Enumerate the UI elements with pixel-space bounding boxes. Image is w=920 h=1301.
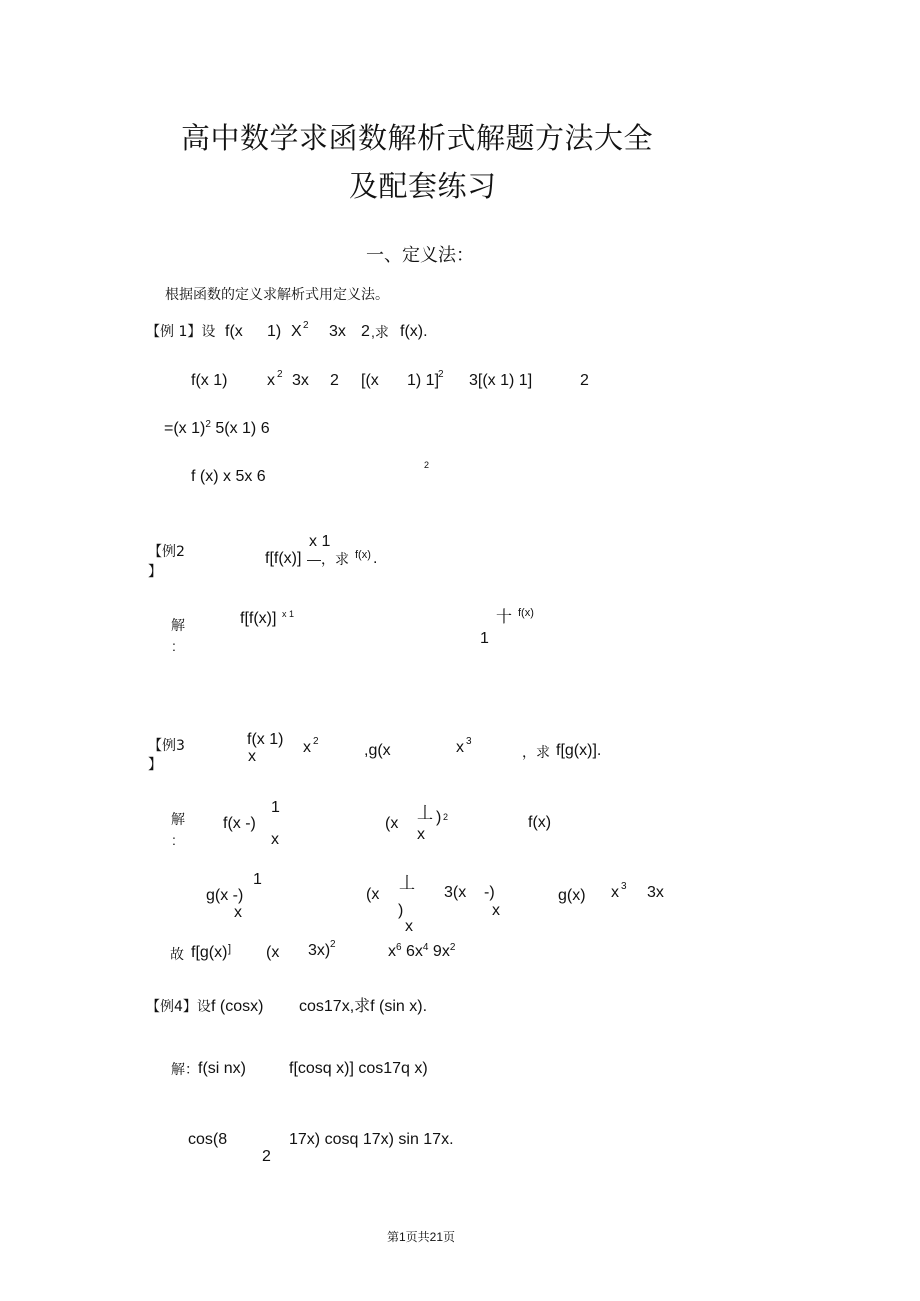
ex3-s3-f: $x^6$ $6x^4$ $9x^2$	[388, 942, 456, 960]
ex3-s2-e: -)	[484, 884, 495, 901]
ex3-s1-bar: 丄	[417, 805, 434, 822]
ex1-line1-f: 1) 1]	[407, 372, 440, 389]
ex1-q-a: f(x	[225, 323, 243, 340]
ex3-s2-denominator: x	[234, 904, 242, 921]
ex3-s1-b: (x	[385, 815, 399, 832]
ex1-line1-h: 2	[580, 372, 589, 389]
section-intro: 根据函数的定义求解析式用定义法。	[165, 286, 389, 302]
ex1-q-c-sup: 2	[303, 320, 309, 331]
ex2-s-b: 十	[496, 609, 513, 626]
ex3-s1-denominator: x	[271, 831, 279, 848]
ex3-s2-c: )	[398, 902, 404, 919]
ex1-line1-g: 3[(x 1) 1]	[469, 372, 533, 389]
ex1-line1-b: x	[267, 372, 275, 389]
ex3-s2-f: g(x)	[558, 887, 586, 904]
ex3-s1-denominator2: x	[417, 826, 425, 843]
ex3-s2-denominator3: x	[492, 902, 500, 919]
ex2-solution-label: 解	[171, 617, 185, 633]
ex3-s3-f-sup: 6	[396, 942, 402, 953]
ex3-s3-a: 故	[170, 946, 184, 962]
example4-label: 【例4】设	[146, 999, 211, 1015]
ex2-q-b: —，求	[307, 551, 349, 567]
example3-label-bracket: 】	[148, 757, 162, 773]
ex2-q-numerator: x 1	[309, 533, 331, 550]
section-heading: 一、定义法：	[366, 245, 474, 266]
ex3-s2-numerator: 1	[253, 871, 262, 888]
ex3-s1-d: f(x)	[528, 814, 552, 831]
ex3-q-numerator: f(x 1)	[247, 731, 284, 748]
ex3-q-f: f[g(x)].	[556, 742, 602, 759]
ex3-s3-b: f[g(x)	[191, 944, 228, 961]
ex2-s-a: f[f(x)]	[240, 610, 277, 627]
ex3-s2-g-sup: 3	[621, 881, 627, 892]
ex1-q-g: f(x).	[400, 323, 428, 340]
ex1-line1-c: 3x	[292, 372, 309, 389]
ex3-q-denominator: x	[248, 748, 256, 765]
ex2-s-c: 1	[480, 630, 489, 647]
ex3-q-b-sup: 2	[313, 736, 319, 747]
ex2-s-a-sup: x 1	[282, 609, 295, 619]
ex3-s3-e: 3x)	[308, 942, 331, 959]
ex3-s1-c-sup: 2	[443, 812, 449, 822]
example2-label-bracket: 】	[148, 564, 162, 580]
ex1-q-d: 3x	[329, 323, 346, 340]
ex1-q-f: ,求	[371, 324, 389, 340]
ex2-s-b-sup: f(x)	[518, 607, 534, 619]
ex3-q-c: ,g(x	[364, 742, 391, 759]
ex4-s1-c: f[cosq x)] cos17q x)	[289, 1060, 428, 1077]
ex1-line1-e: [(x	[361, 372, 379, 389]
ex2-q-a: f[f(x)]	[265, 550, 302, 567]
example3-label: 【例3	[148, 738, 185, 754]
ex1-line3: f (x) x 5x 6	[191, 468, 266, 485]
ex2-q-d: .	[373, 550, 378, 567]
example2-label: 【例2	[148, 544, 185, 560]
ex1-line1-a: f(x 1)	[191, 372, 228, 389]
page-number: 第1页共21页	[387, 1230, 456, 1244]
example1-label: 【例 1】设	[146, 324, 216, 340]
ex4-s2-c: 17x) cosq 17x) sin 17x.	[289, 1131, 454, 1148]
ex3-solution-colon: :	[172, 832, 176, 848]
ex3-s2-bar: 丄	[399, 875, 416, 892]
ex3-s2-b: (x	[366, 886, 380, 903]
document-title-line1: 高中数学求函数解析式解题方法大全	[181, 121, 654, 155]
ex4-q-b: cos17x,求f (sin x).	[299, 998, 428, 1015]
ex1-line1-f-sup: 2	[438, 369, 444, 380]
ex3-q-d-sup: 3	[466, 736, 472, 747]
document-title-line2: 及配套练习	[349, 169, 497, 203]
ex4-s1-b: f(si nx)	[198, 1060, 246, 1077]
ex1-line3-sup: 2	[424, 460, 430, 470]
ex4-s2-a: cos(8	[188, 1131, 228, 1148]
ex4-s2-b: 2	[262, 1148, 271, 1165]
ex3-s2-h: 3x	[647, 884, 664, 901]
ex3-s2-d: 3(x	[444, 884, 467, 901]
ex3-s3-c: ]	[228, 943, 232, 955]
ex3-s1-a: f(x -)	[223, 815, 256, 832]
ex3-s3-e-sup: 2	[330, 939, 336, 950]
ex4-solution-label: 解：	[171, 1061, 199, 1077]
ex3-s2-denominator2: x	[405, 918, 413, 935]
ex2-solution-colon: :	[172, 638, 176, 654]
ex3-s3-d: (x	[266, 944, 280, 961]
ex4-q-a: f (cosx)	[211, 998, 264, 1015]
ex2-q-c: f(x)	[355, 549, 371, 561]
ex1-q-c: X	[291, 323, 302, 340]
ex1-line2: =(x 1)$^2$ 5(x 1) 6	[164, 419, 270, 437]
ex3-s3-g-sup: 4	[422, 942, 429, 953]
ex3-s1-c: )	[436, 809, 442, 826]
ex3-s3-h-sup: 2	[449, 942, 456, 953]
ex1-line1-d: 2	[330, 372, 339, 389]
ex3-q-e: ，求	[522, 744, 550, 760]
ex1-line1-b-sup: 2	[277, 369, 283, 380]
ex1-q-e: 2	[361, 323, 370, 340]
ex3-solution-label: 解	[171, 811, 185, 827]
ex3-q-d: x	[456, 739, 464, 756]
ex1-q-b: 1)	[267, 323, 282, 340]
ex3-s1-numerator: 1	[271, 799, 280, 816]
ex3-q-b: x	[303, 739, 311, 756]
ex3-s2-g: x	[611, 884, 619, 901]
ex1-line2-sup: 2	[205, 419, 211, 430]
ex3-s2-a: g(x -)	[206, 887, 244, 904]
